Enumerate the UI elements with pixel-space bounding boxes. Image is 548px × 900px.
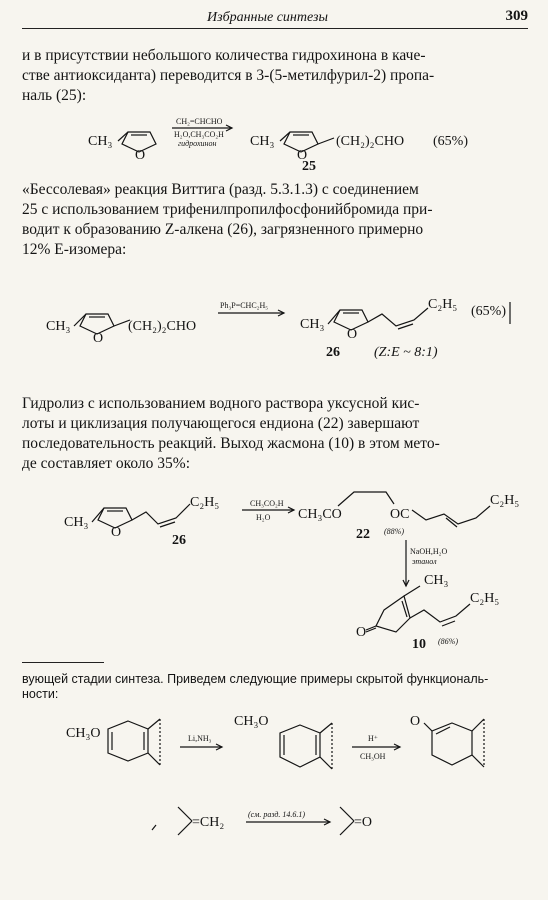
text-line: стве антиоксиданта) переводится в 3-(5-метилфурил-2) пропа- — [22, 67, 435, 84]
jasmone-c2h5-label: C₂H₅ — [470, 591, 500, 606]
start-chain-label: (CH₂)₂CHO — [128, 319, 197, 334]
reagent2-bottom: CH₃OH — [360, 752, 386, 761]
product-c2h5-label: C₂H₅ — [428, 297, 458, 312]
carbonyl-product — [340, 807, 354, 835]
yield-label: (65%) — [471, 304, 506, 319]
reagent-top: CH₂=CHCHO — [176, 117, 223, 126]
reagent-bottom: гидрохинон — [178, 139, 217, 148]
reagent2-bottom: этанол — [412, 557, 437, 566]
text-line: лоты и циклизация получающегося ендиона (22) завершают — [22, 415, 420, 432]
ring-oxygen-label: O — [93, 331, 104, 346]
furan-ring-26 — [92, 504, 190, 528]
jasmone-ring — [366, 586, 470, 632]
paragraph-1 — [22, 46, 528, 106]
text-line: Гидролиз с использованием водного раствора уксусной кис- — [22, 395, 420, 412]
text-line: де составляет около 35%: — [22, 455, 191, 472]
compound-number: 26 — [326, 345, 340, 360]
ring-oxygen-label: O — [347, 327, 358, 342]
footnote-rule — [22, 662, 104, 663]
dione-bridge — [338, 492, 394, 506]
product-chain-label: (CH₂)₂CHO — [336, 134, 405, 149]
product-ch3-label: CH₃ — [250, 134, 275, 149]
furan-ring-product — [328, 308, 428, 330]
text-line: последовательность реакций. Выход жасмона (10) в этом мето- — [22, 435, 440, 452]
jasmone-ch3-label: CH₃ — [424, 573, 449, 588]
dione-oc-label: OC — [390, 507, 410, 522]
compound-number-26: 26 — [172, 533, 186, 548]
reaction-scheme-5 — [0, 795, 548, 845]
ketone-oxygen-label: O — [410, 714, 421, 729]
aromatic-ring — [108, 719, 160, 765]
text-line: и в присутствии небольшого количества гидрохинона в каче- — [22, 47, 426, 64]
compound-number: 25 — [302, 159, 316, 174]
reagent2-top: H⁺ — [368, 734, 378, 743]
reaction-scheme-3 — [0, 480, 548, 660]
reagent2-top: NaOH,H₂O — [410, 547, 448, 556]
ring-oxygen-label: O — [135, 148, 146, 163]
text-line: 25 с использованием трифенилпропилфосфонийбромида при- — [22, 201, 433, 218]
text-line: водит к образованию Z-алкена (26), загрязненного примерно — [22, 221, 424, 238]
ring-oxygen-label: O — [111, 525, 122, 540]
text-line: «Бессолевая» реакция Виттига (разд. 5.3.1.3) с соединением — [22, 181, 419, 198]
compound-number-10: 10 — [412, 637, 426, 652]
product-ch3-label: CH₃ — [300, 317, 325, 332]
footnote-text — [22, 672, 528, 702]
reagent-mid: H₂O,CH₃CO₂H — [174, 130, 224, 139]
reaction-scheme-2 — [0, 280, 548, 370]
paragraph-3 — [22, 394, 528, 474]
text-line: наль (25): — [22, 87, 87, 104]
page-number: 309 — [505, 8, 528, 24]
alkene-start — [178, 807, 192, 835]
reagent-top: CH₃CO₂H — [250, 499, 284, 508]
enone-ring — [424, 719, 484, 767]
jasmone-yield: (86%) — [438, 637, 458, 646]
start-ch3-label: CH₃ — [64, 515, 89, 530]
text-line: вующей стадии синтеза. Приведем следующие примеры скрытой функциональ- — [22, 672, 489, 686]
reagent-label: Ph₃P=CHC₂H₅ — [220, 301, 269, 310]
methylene-label: =CH₂ — [192, 815, 225, 830]
carbonyl-label: =O — [354, 815, 373, 830]
running-header — [22, 6, 528, 29]
start-c2h5-label: C₂H₅ — [190, 495, 220, 510]
dione-c2h5-label: C₂H₅ — [490, 493, 520, 508]
dione-yield: (88%) — [384, 527, 404, 536]
anisole-ch3o-label: CH₃O — [66, 726, 101, 741]
reagent-label: (см. разд. 14.6.1) — [248, 810, 306, 819]
ring-oxygen-label: O — [297, 148, 308, 163]
isomer-ratio: (Z:E ~ 8:1) — [374, 345, 438, 360]
dione-ch3co-label: CH₃CO — [298, 507, 342, 522]
jasmone-oxygen-label: O — [356, 625, 367, 640]
text-line: 12% E-изомера: — [22, 241, 127, 258]
dihydro-ring — [280, 723, 332, 769]
reagent-bottom: H₂O — [256, 513, 271, 522]
start-ch3-label: CH₃ — [46, 319, 71, 334]
dione-chain — [412, 506, 490, 524]
yield-label: (65%) — [433, 134, 468, 149]
mid-ch3o-label: CH₃O — [234, 714, 269, 729]
reagent1-label: Li,NH₃ — [188, 734, 212, 743]
compound-number-22: 22 — [356, 527, 370, 542]
text-line: ности: — [22, 687, 59, 701]
stray-mark — [152, 825, 156, 830]
start-ch3-label: CH₃ — [88, 134, 113, 149]
paragraph-2 — [22, 180, 528, 260]
header-title: Избранные синтезы — [207, 10, 328, 25]
reaction-scheme-1 — [0, 108, 548, 178]
reaction-scheme-4 — [0, 705, 548, 790]
